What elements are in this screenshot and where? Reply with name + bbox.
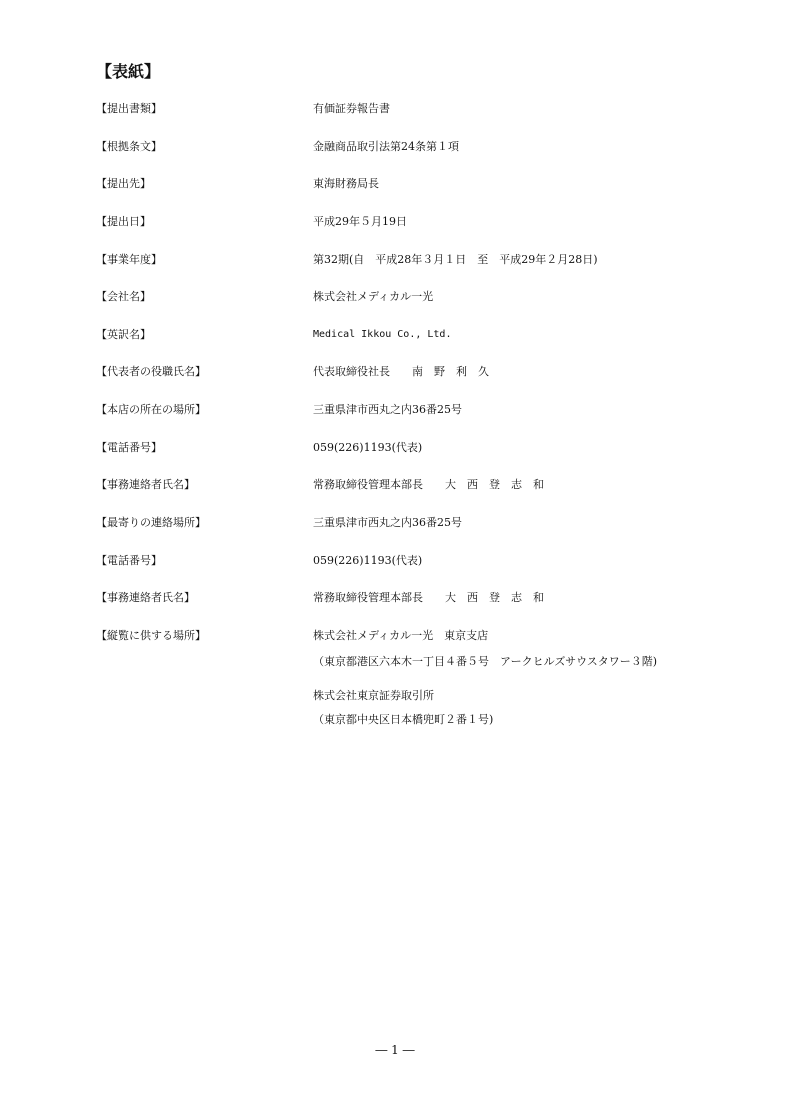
field-row-fiscal-year — [0, 253, 790, 269]
field-label: 【電話番号】 — [96, 554, 162, 567]
page-title: 【表紙】 — [96, 62, 161, 81]
field-value: 三重県津市西丸之内36番25号 — [313, 403, 462, 416]
field-value: 第32期(自 平成28年３月１日 至 平成29年２月28日) — [313, 253, 598, 266]
field-value: 株式会社メディカル一光 — [313, 290, 434, 303]
field-label: 【最寄りの連絡場所】 — [96, 516, 206, 529]
field-value: 059(226)1193(代表) — [313, 554, 423, 567]
field-label: 【縦覧に供する場所】 — [96, 629, 206, 642]
field-value: 代表取締役社長 南 野 利 久 — [313, 365, 489, 378]
field-label: 【会社名】 — [96, 290, 151, 303]
field-value: 常務取締役管理本部長 大 西 登 志 和 — [313, 478, 544, 491]
field-label: 【提出日】 — [96, 215, 151, 228]
field-row-submission-date — [0, 215, 790, 231]
field-value: 金融商品取引法第24条第１項 — [313, 140, 459, 153]
field-value: 常務取締役管理本部長 大 西 登 志 和 — [313, 591, 544, 604]
field-label: 【事務連絡者氏名】 — [96, 591, 195, 604]
field-row-submitted-document — [0, 102, 790, 118]
field-value: 059(226)1193(代表) — [313, 441, 423, 454]
field-label: 【電話番号】 — [96, 441, 162, 454]
page-number: ― 1 ― — [375, 1043, 415, 1057]
field-value: 東海財務局長 — [313, 177, 379, 190]
field-label: 【事務連絡者氏名】 — [96, 478, 195, 491]
inspection-place-address: （東京都中央区日本橋兜町２番１号) — [313, 713, 494, 726]
field-row-representative — [0, 365, 790, 381]
field-value: Medical Ikkou Co., Ltd. — [313, 329, 452, 340]
inspection-place-name: 株式会社東京証券取引所 — [313, 689, 434, 702]
field-row-inspection-places — [0, 629, 790, 739]
field-row-phone-number — [0, 441, 790, 457]
field-label: 【代表者の役職氏名】 — [96, 365, 206, 378]
inspection-place-name: 株式会社メディカル一光 東京支店 — [313, 629, 489, 642]
field-label: 【本店の所在の場所】 — [96, 403, 206, 416]
field-row-submitted-to — [0, 177, 790, 193]
field-row-phone-number-2 — [0, 554, 790, 570]
field-row-company-name — [0, 290, 790, 306]
inspection-place-address: （東京都港区六本木一丁目４番５号 アークヒルズサウスタワー３階) — [313, 655, 658, 668]
field-value: 有価証券報告書 — [313, 102, 390, 115]
field-label: 【提出先】 — [96, 177, 151, 190]
field-label: 【提出書類】 — [96, 102, 162, 115]
field-label: 【根拠条文】 — [96, 140, 162, 153]
field-value: 平成29年５月19日 — [313, 215, 407, 228]
field-label: 【事業年度】 — [96, 253, 162, 266]
field-row-head-office-address — [0, 403, 790, 419]
field-label: 【英訳名】 — [96, 328, 151, 341]
field-row-legal-basis — [0, 140, 790, 156]
field-row-nearest-contact-place — [0, 516, 790, 532]
field-row-contact-person — [0, 478, 790, 494]
field-row-contact-person-2 — [0, 591, 790, 607]
field-value: 三重県津市西丸之内36番25号 — [313, 516, 462, 529]
field-row-english-name — [0, 328, 790, 344]
